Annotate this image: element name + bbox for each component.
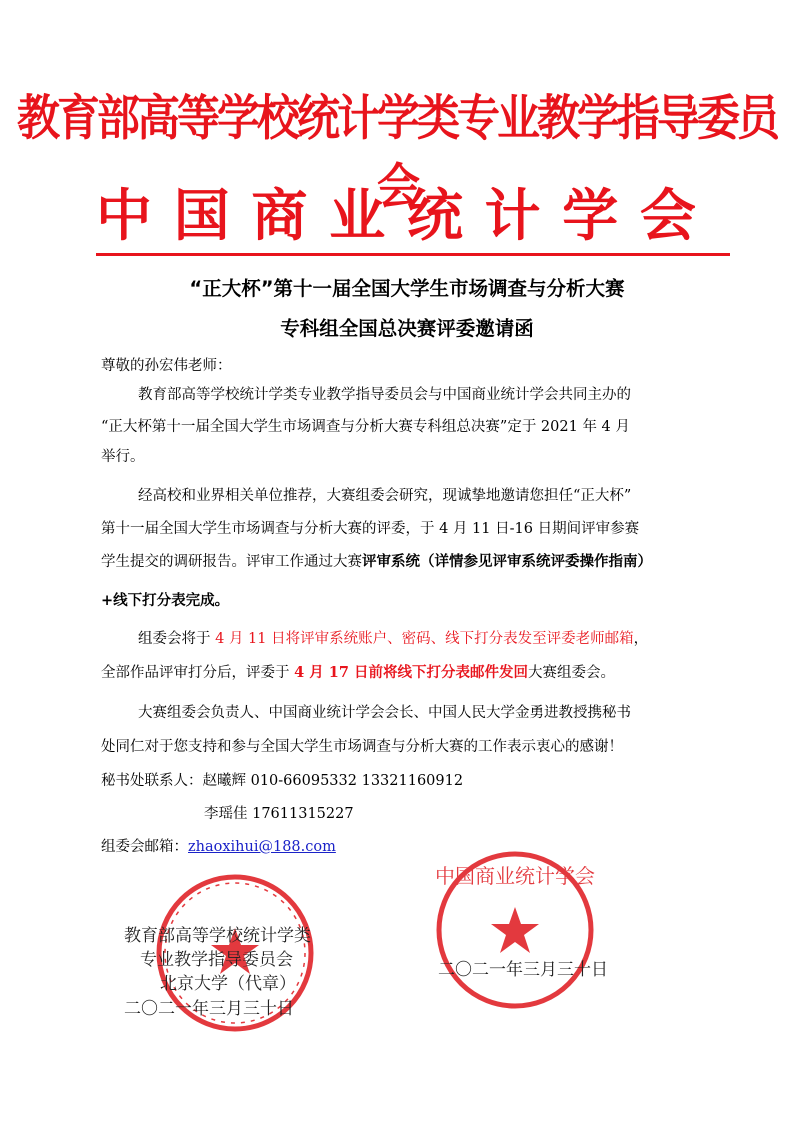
header-divider [96,253,730,256]
contact-name: 赵曦辉 [202,773,246,789]
paragraph-line: 举行。 [101,449,145,465]
contact-phone: 010-66095332 13321160912 [250,773,464,789]
document-title: “正大杯”第十一届全国大学生市场调查与分析大赛 [189,277,625,300]
seal-text: 中国商业统计学会 [435,864,595,888]
contact-label: 秘书处联系人： [101,773,203,789]
org2-char: 计 [484,184,541,249]
text-run: 学生提交的调研报告。评审工作通过大赛 [101,554,362,570]
signature-date-left: 二〇二一年三月三十日 [124,999,294,1019]
signature-org-line: 北京大学（代章） [160,974,296,994]
paragraph-line: 第十一届全国大学生市场调查与分析大赛的评委，于 4 月 11 日-16 日期间评审参赛 [101,521,640,537]
org2-char: 业 [329,184,386,249]
org-name-2 [96,172,696,252]
org2-char: 商 [251,184,308,249]
text-run: 组委会将于 [138,631,216,647]
salutation: 尊敬的孙宏伟老师： [101,358,232,374]
email-link[interactable]: zhaoxihui@188.com [188,839,336,855]
contact-name: 李瑶佳 [204,806,248,822]
text-run: 大赛组委会。 [528,665,616,681]
document-subtitle: 专科组全国总决赛评委邀请函 [280,317,534,340]
org-name-1: 教育部高等学校统计学类专业教学指导委员会 [17,90,777,216]
signature-date-right: 二〇二一年三月三十日 [438,960,608,980]
seal-stamp-right [430,845,600,1015]
email-line [101,831,336,863]
paragraph-line: 经高校和业界相关单位推荐，大赛组委会研究，现诚挚地邀请您担任“正大杯” [138,488,632,504]
emphasis-text: 评审系统（详情参见评审系统评委操作指南） [362,553,652,570]
paragraph-line: 处同仁对于您支持和参与全国大学生市场调查与分析大赛的工作表示衷心的感谢！ [101,739,623,755]
paragraph-line: “正大杯第十一届全国大学生市场调查与分析大赛专科组总决赛”定于 2021 年 4 月 [101,419,630,435]
paragraph-line: 大赛组委会负责人、中国商业统计学会会长、中国人民大学金勇进教授携秘书 [138,705,631,721]
org2-char: 学 [562,184,619,249]
paragraph-line: 教育部高等学校统计学类专业教学指导委员会与中国商业统计学会共同主办的 [138,387,631,403]
contact-phone: 17611315227 [252,806,354,822]
contact-line [204,798,354,830]
org2-char: 统 [406,184,463,249]
text-run: 全部作品评审打分后，评委于 [101,665,295,681]
paragraph-line [101,546,652,578]
org2-char: 会 [639,184,696,249]
signature-org-line: 专业教学指导委员会 [140,950,293,970]
contact-line [101,765,463,797]
paragraph-line [138,623,648,655]
paragraph-line [101,657,615,689]
email-label: 组委会邮箱： [101,839,188,855]
highlight-text: 4 月 17 日前将线下打分表邮件发回 [294,664,529,681]
text-run: ， [633,631,649,647]
highlight-text: 4 月 11 日将评审系统账户、密码、线下打分表发至评委老师邮箱 [215,631,634,647]
signature-org-line: 教育部高等学校统计学类 [124,926,311,946]
org2-char: 中 [96,184,152,249]
paragraph-line: +线下打分表完成。 [101,592,230,609]
org2-char: 国 [173,184,230,249]
